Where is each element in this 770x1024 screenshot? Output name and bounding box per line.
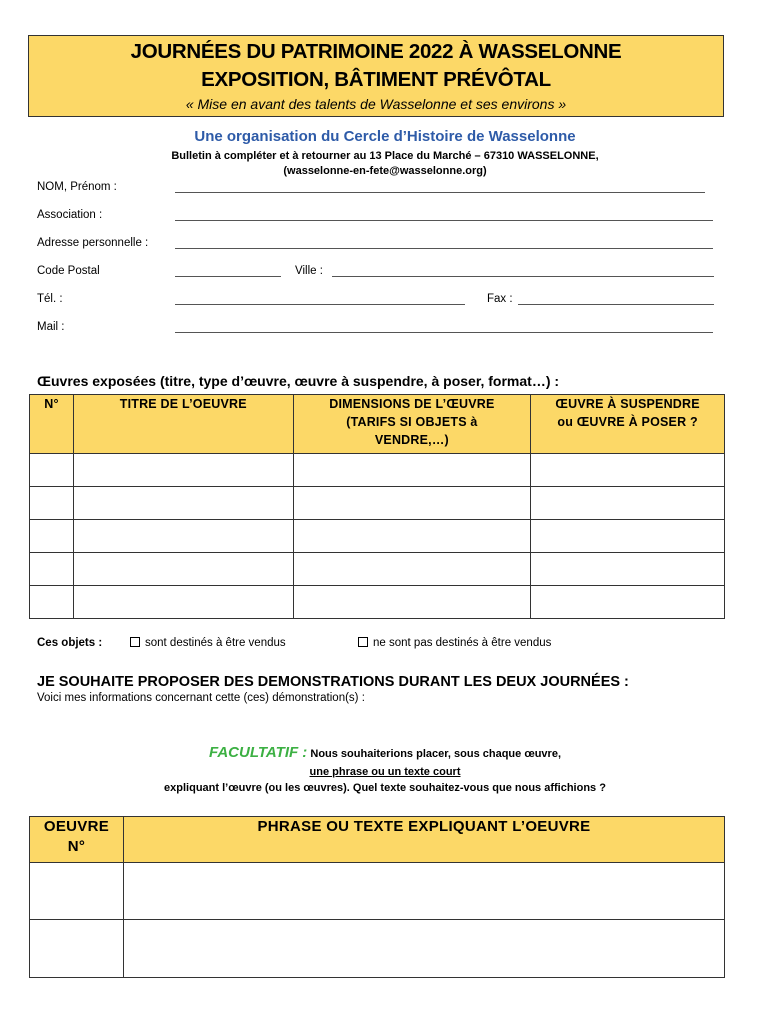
header-hang-line-2: ou ŒUVRE À POSER ? xyxy=(557,415,698,429)
table-cell[interactable] xyxy=(73,553,293,586)
checkbox-icon[interactable] xyxy=(358,637,368,647)
table-cell[interactable] xyxy=(73,586,293,619)
table-cell[interactable] xyxy=(293,487,531,520)
name-label: NOM, Prénom : xyxy=(37,181,117,193)
option-not-sold-label: ne sont pas destinés à être vendus xyxy=(373,637,552,649)
table-cell[interactable] xyxy=(73,520,293,553)
address-label: Adresse personnelle : xyxy=(37,237,149,249)
optional-line-2: une phrase ou un texte court xyxy=(309,766,461,778)
optional-line-3: expliquant l’œuvre (ou les œuvres). Quel texte souhaitez-vous que nous affichions ? xyxy=(164,782,606,794)
phone-field[interactable] xyxy=(175,304,465,305)
mail-field[interactable] xyxy=(175,332,713,333)
header-work-line-2: N° xyxy=(67,838,86,855)
header-hang-or-place xyxy=(531,395,725,454)
header-title: TITRE DE L’OEUVRE xyxy=(73,395,293,454)
works-section-title: Œuvres exposées (titre, type d’œuvre, œuvre à suspendre, à poser, format…) : xyxy=(37,373,560,389)
optional-text-1: Nous souhaiterions placer, sous chaque œuvre, xyxy=(310,748,561,760)
postal-code-label: Code Postal xyxy=(37,265,100,277)
works-table xyxy=(29,394,725,619)
table-cell[interactable] xyxy=(30,487,74,520)
table-row xyxy=(30,520,725,553)
association-label: Association : xyxy=(37,209,103,221)
table-cell[interactable] xyxy=(293,553,531,586)
table-cell[interactable] xyxy=(293,520,531,553)
table-cell[interactable] xyxy=(30,586,74,619)
table-cell[interactable] xyxy=(73,454,293,487)
header-dimensions xyxy=(293,395,531,454)
table-cell[interactable] xyxy=(30,863,124,920)
table-row xyxy=(30,863,725,920)
option-sold[interactable] xyxy=(130,637,286,649)
name-field[interactable] xyxy=(175,192,705,193)
table-row xyxy=(30,454,725,487)
return-instructions: Bulletin à compléter et à retourner au 13 Place du Marché – 67310 WASSELONNE, xyxy=(171,150,599,162)
city-label: Ville : xyxy=(295,265,323,277)
table-cell[interactable] xyxy=(30,920,124,978)
header-number: N° xyxy=(30,395,74,454)
table-cell[interactable] xyxy=(531,487,725,520)
contact-email: (wasselonne-en-fete@wasselonne.org) xyxy=(283,165,487,177)
mail-label: Mail : xyxy=(37,321,65,333)
city-field[interactable] xyxy=(332,276,714,277)
fax-field[interactable] xyxy=(518,304,714,305)
option-not-sold[interactable] xyxy=(358,637,551,649)
organisation-title: Une organisation du Cercle d’Histoire de Wasselonne xyxy=(194,128,576,145)
address-field[interactable] xyxy=(175,248,713,249)
table-row xyxy=(30,487,725,520)
optional-line-1 xyxy=(0,744,770,761)
table-row xyxy=(30,920,725,978)
table-cell[interactable] xyxy=(531,520,725,553)
table-cell[interactable] xyxy=(293,586,531,619)
table-cell[interactable] xyxy=(293,454,531,487)
header-work-number xyxy=(30,817,124,863)
table-cell[interactable] xyxy=(123,920,724,978)
table-cell[interactable] xyxy=(531,553,725,586)
header-dimensions-line-2: (TARIFS SI OBJETS à xyxy=(346,415,478,429)
table-cell[interactable] xyxy=(30,520,74,553)
association-field[interactable] xyxy=(175,220,713,221)
header-dimensions-line-1: DIMENSIONS DE L’ŒUVRE xyxy=(329,397,495,411)
postal-code-field[interactable] xyxy=(175,276,281,277)
header-explanation-text: PHRASE OU TEXTE EXPLIQUANT L’OEUVRE xyxy=(123,817,724,863)
demonstrations-subtitle: Voici mes informations concernant cette (ces) démonstration(s) : xyxy=(37,692,365,704)
phone-label: Tél. : xyxy=(37,293,63,305)
table-cell[interactable] xyxy=(123,863,724,920)
table-cell[interactable] xyxy=(531,586,725,619)
table-cell[interactable] xyxy=(531,454,725,487)
explanations-table xyxy=(29,816,725,978)
optional-label: FACULTATIF : xyxy=(209,744,308,761)
header-work-line-1: OEUVRE xyxy=(43,818,110,835)
table-row xyxy=(30,553,725,586)
title-line-2: EXPOSITION, BÂTIMENT PRÉVÔTAL xyxy=(201,68,551,91)
checkbox-icon[interactable] xyxy=(130,637,140,647)
table-cell[interactable] xyxy=(30,553,74,586)
header-hang-line-1: ŒUVRE À SUSPENDRE xyxy=(555,397,700,411)
option-sold-label: sont destinés à être vendus xyxy=(145,637,286,649)
sale-label: Ces objets : xyxy=(37,637,103,649)
tagline: « Mise en avant des talents de Wasselonne et ses environs » xyxy=(185,96,567,112)
table-cell[interactable] xyxy=(73,487,293,520)
table-cell[interactable] xyxy=(30,454,74,487)
header-dimensions-line-3: VENDRE,…) xyxy=(374,433,449,447)
header-banner xyxy=(28,35,724,117)
fax-label: Fax : xyxy=(487,293,513,305)
demonstrations-title: JE SOUHAITE PROPOSER DES DEMONSTRATIONS DURANT LES DEUX JOURNÉES : xyxy=(37,674,629,690)
table-row xyxy=(30,586,725,619)
title-line-1: JOURNÉES DU PATRIMOINE 2022 À WASSELONNE xyxy=(130,40,622,63)
